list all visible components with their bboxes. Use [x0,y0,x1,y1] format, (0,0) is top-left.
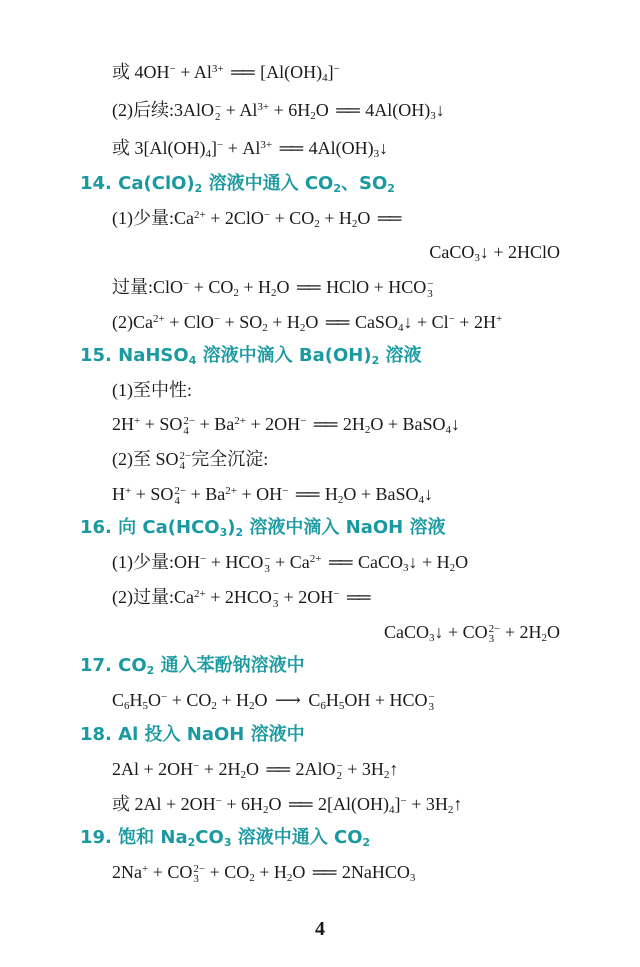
equation-line: CaCO$_3$↓ + CO 2− 3 + $2H_2O$ [383,622,560,645]
equation-line: (1)至中性: [112,380,192,400]
section-heading: 16. 向 $Ca(HCO_3)_2$ 溶液中滴入 NaOH 溶液 [80,517,446,539]
equation-line: $2Al + 2OH^- + 2H_2O$ ══ 2AlO − 2 + $3H_2↑$ [112,759,399,782]
equation-line: (2)后续:3AlO − 2 + $Al^{3+} + 6H_2O$ ══ $4Al(OH)_3↓$ [112,100,445,123]
section-heading: 18. Al 投入 NaOH 溶液中 [80,724,305,745]
equation-line: 或 $2Al + 2OH^- + 6H_2O$ ══ $2[Al(OH)_4]^-$ + $3H_2↑$ [112,794,463,816]
equation-line: (2)过量$:Ca^{2+} + 2HCO$ − 3 + 2OH− ══ [112,587,369,610]
equation-line: 或 $3[Al(OH)_4]^- + Al^{3+}$ ══ $4Al(OH)_3↓$ [112,138,389,160]
equation-line: CaCO$_3$↓ + 2HClO [429,242,560,264]
equation-line: (2)至 SO 2− 4 完全沉淀: [112,449,269,472]
equation-line: H+ + SO 2− 4 + $Ba^{2+} + OH^-$ ══ $H_2O$ + BaSO$_4$↓ [112,484,434,507]
equation-line: 2Na+ + CO 2− 3 + $CO_2 + H_2O$ ══ 2NaHCO$_3$ [112,862,416,885]
section-heading: 15. NaHSO$_4$ 溶液中滴入 $Ba(OH)_2$ 溶液 [80,345,422,367]
section-heading: 14. $Ca(ClO)_2$ 溶液中通入 $CO_2$、$SO_2$ [80,173,395,195]
equation-line: 或 $4OH^- + Al^{3+}$ ══ $[Al(OH)_4]^-$ [112,62,340,84]
section-heading: 17. $CO_2$ 通入苯酚钠溶液中 [80,655,305,677]
equation-line: $(2)Ca^{2+} + ClO^- + SO_2 + H_2O$ ══ CaSO$_4$↓ + Cl− + 2H+ [112,312,503,334]
section-heading: 19. 饱和 $Na_2CO_3$ 溶液中通入 $CO_2$ [80,827,371,849]
page-number: 4 [315,918,325,940]
equation-line: $C_6H_5O^- + CO_2 + H_2O$ ⟶ $C_6H_5OH$ + HCO − 3 [112,690,435,713]
equation-line: (1)少量$:Ca^{2+} + 2ClO^- + CO_2 + H_2O$ ══ [112,208,400,230]
equation-line: 2H+ + SO 2− 4 + $Ba^{2+} + 2OH^-$ ══ $2H_2O$ + BaSO$_4$↓ [112,414,461,437]
equation-line: 过量:ClO− + $CO_2 + H_2O$ ══ HClO + HCO − 3 [112,277,434,300]
equation-line: (1)少量:OH− + HCO − 3 + $Ca^{2+}$ ══ CaCO$_3$↓ + $H_2O$ [112,552,469,575]
